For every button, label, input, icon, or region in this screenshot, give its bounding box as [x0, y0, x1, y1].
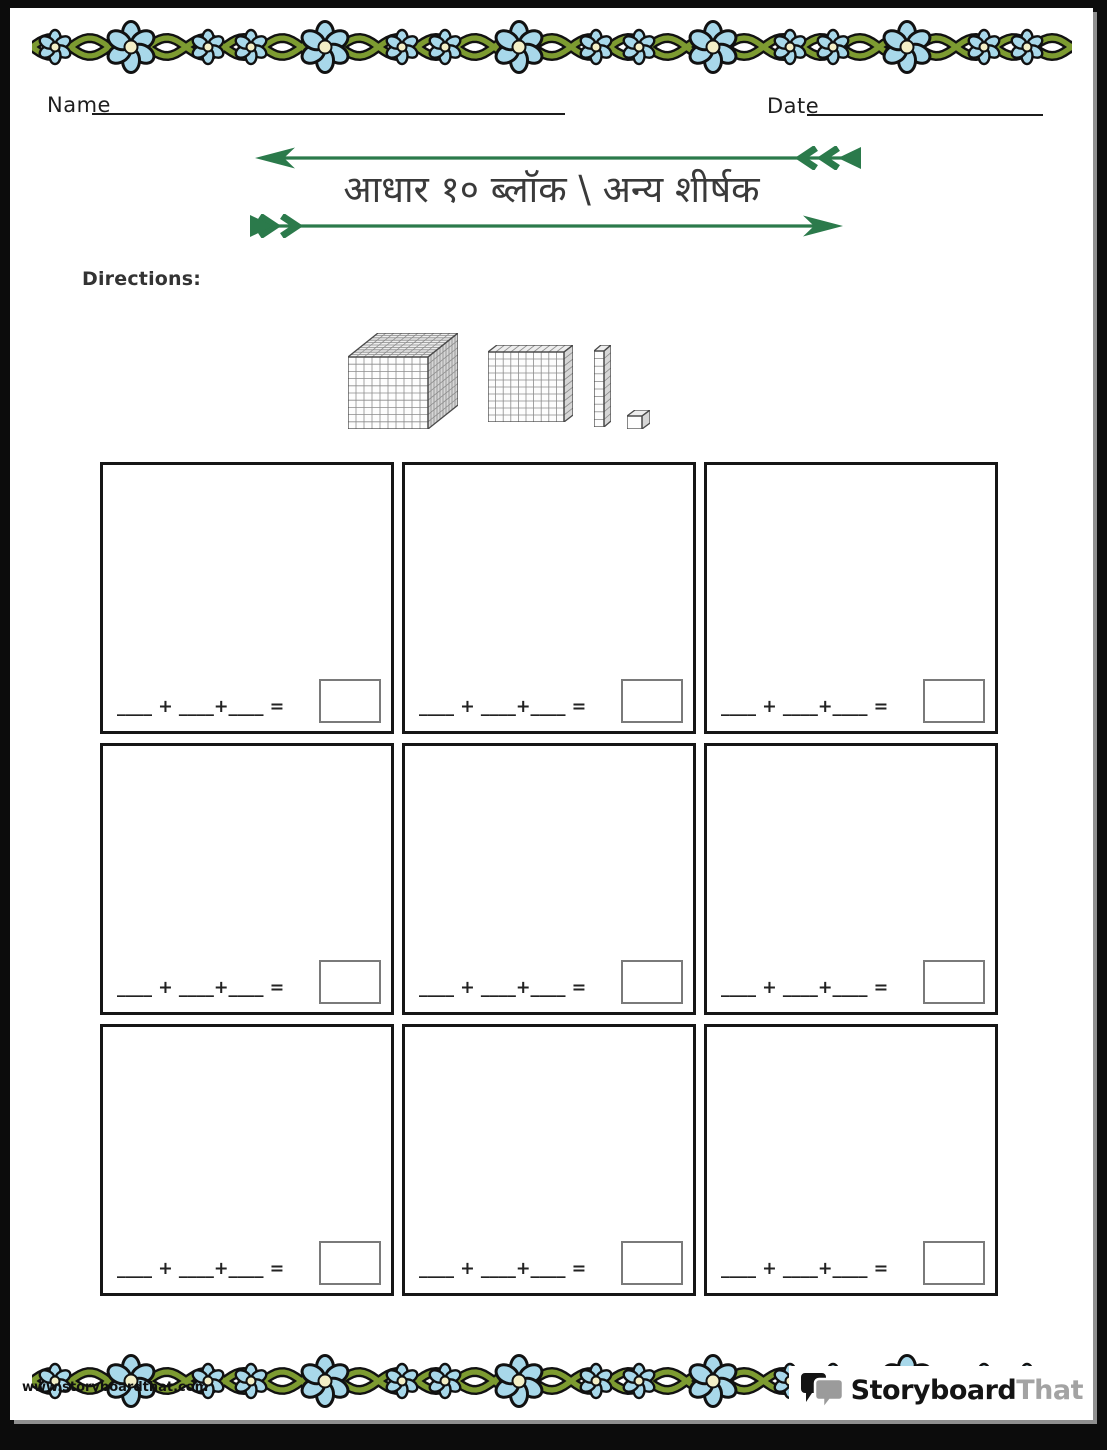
arrow-right-icon — [250, 214, 843, 238]
answer-box[interactable] — [923, 960, 985, 1004]
website-url: www.storyboardthat.com — [22, 1380, 209, 1395]
name-label: Name — [47, 93, 111, 117]
equation-blanks[interactable]: ____ + ____+____ = — [419, 1259, 587, 1279]
thousands-cube-icon — [348, 333, 458, 429]
date-label: Date — [767, 94, 820, 118]
answer-box[interactable] — [621, 679, 683, 723]
problem-cell-5 — [402, 743, 696, 1015]
equation-blanks[interactable]: ____ + ____+____ = — [117, 697, 285, 717]
equation-blanks[interactable]: ____ + ____+____ = — [117, 978, 285, 998]
name-line[interactable] — [92, 93, 565, 115]
storyboardthat-logo — [789, 1366, 1093, 1414]
problem-cell-3 — [704, 462, 998, 734]
equation-blanks[interactable]: ____ + ____+____ = — [419, 978, 587, 998]
problem-cell-2 — [402, 462, 696, 734]
answer-box[interactable] — [923, 679, 985, 723]
tens-rod-icon — [594, 345, 611, 427]
speech-bubbles-icon — [801, 1370, 845, 1410]
equation-blanks[interactable]: ____ + ____+____ = — [117, 1259, 285, 1279]
problem-cell-9 — [704, 1024, 998, 1296]
problem-cell-4 — [100, 743, 394, 1015]
problem-cell-8 — [402, 1024, 696, 1296]
answer-box[interactable] — [621, 1241, 683, 1285]
date-line[interactable] — [807, 94, 1043, 116]
equation-blanks[interactable]: ____ + ____+____ = — [721, 978, 889, 998]
directions-label: Directions: — [82, 268, 202, 290]
ones-cube-icon — [627, 410, 650, 429]
problem-cell-6 — [704, 743, 998, 1015]
page-title: आधार १० ब्लॉक \ अन्य शीर्षक — [343, 168, 760, 211]
worksheet-grid — [100, 462, 998, 1296]
equation-blanks[interactable]: ____ + ____+____ = — [419, 697, 587, 717]
problem-cell-1 — [100, 462, 394, 734]
logo-text: StoryboardThat — [850, 1374, 1083, 1406]
base-ten-blocks-key — [348, 333, 650, 429]
answer-box[interactable] — [621, 960, 683, 1004]
equation-blanks[interactable]: ____ + ____+____ = — [721, 1259, 889, 1279]
worksheet-page — [10, 8, 1093, 1420]
answer-box[interactable] — [319, 960, 381, 1004]
problem-cell-7 — [100, 1024, 394, 1296]
answer-box[interactable] — [319, 679, 381, 723]
hundreds-flat-icon — [488, 345, 573, 422]
equation-blanks[interactable]: ____ + ____+____ = — [721, 697, 889, 717]
flower-border-top — [32, 18, 1072, 76]
answer-box[interactable] — [319, 1241, 381, 1285]
answer-box[interactable] — [923, 1241, 985, 1285]
